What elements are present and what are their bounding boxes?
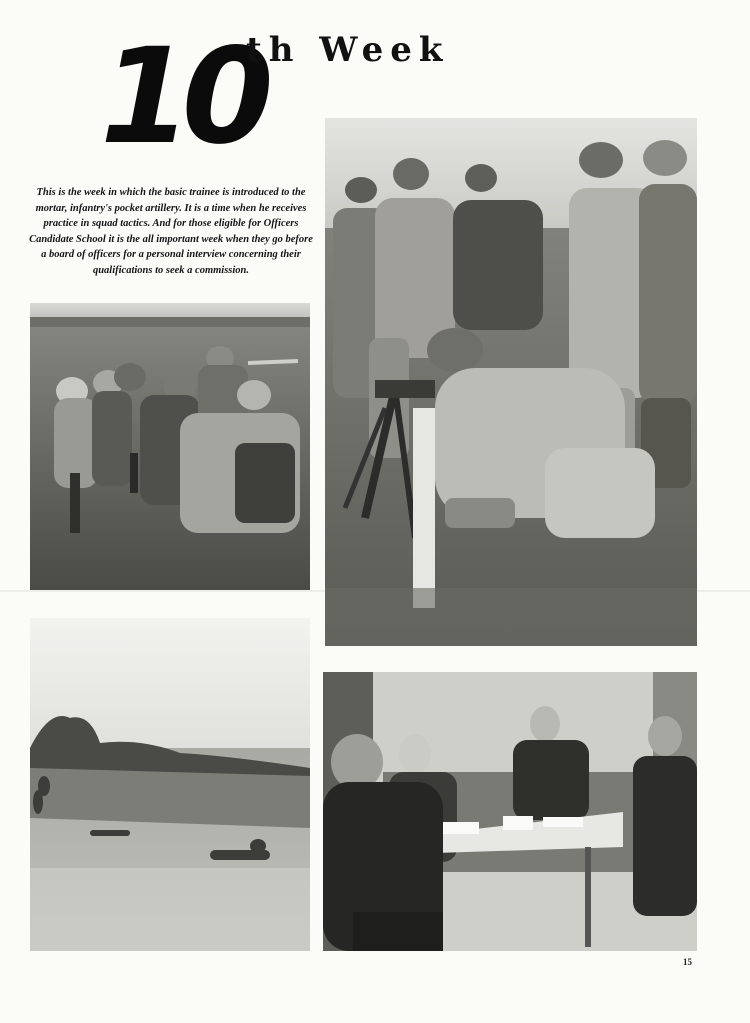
photo-officer-board [323,672,697,951]
photo-mortar-squad [30,303,310,590]
photo-officer-board-image [323,672,697,951]
page-number: 15 [683,957,692,967]
photo-field-exercise-image [30,618,310,951]
intro-paragraph: This is the week in which the basic trainee is introduced to the mortar, infantry's pocket artillery. It is a time when he receives practice in squad tactics. And for those eligible for Officers Candidate School it is the all important week when they go before a board of officers for a personal interview concerning their qualifications to seek a commission. [29,187,313,276]
week-title: th Week [246,30,450,70]
photo-field-exercise [30,618,310,951]
week-number: 10 [100,20,264,174]
photo-mortar-squad-image [30,303,310,590]
photo-mortar-crew [325,118,697,646]
photo-mortar-crew-image [325,118,697,646]
